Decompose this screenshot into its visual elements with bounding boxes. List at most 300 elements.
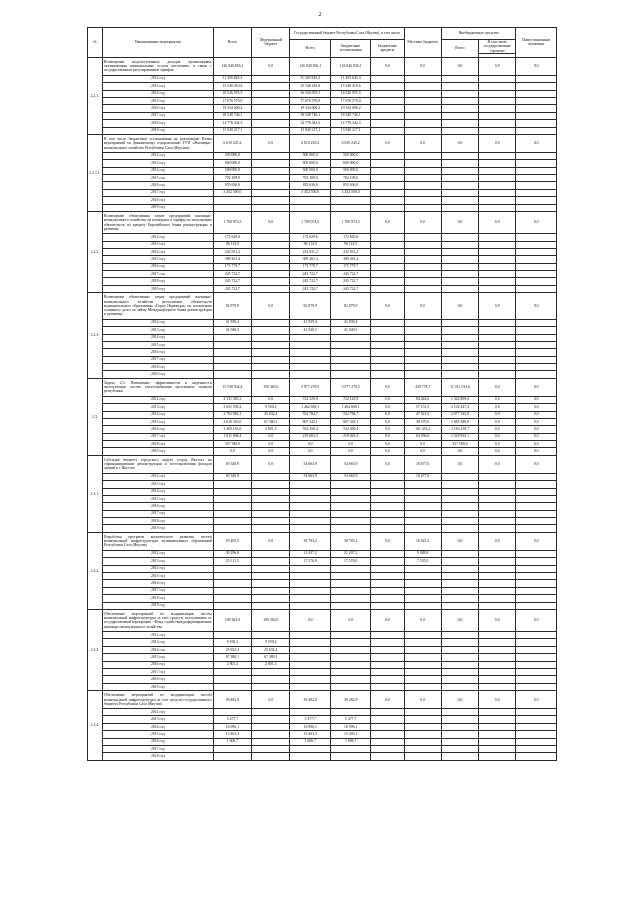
cell-value: 357 580,0	[441, 441, 478, 448]
cell-value	[404, 587, 441, 594]
table-row	[88, 609, 557, 631]
table-row-year	[88, 587, 557, 594]
table-row-year	[88, 174, 557, 181]
cell-value	[479, 234, 516, 241]
year-label: 2014 год	[102, 565, 213, 572]
cell-value: 1 700 974,5	[290, 211, 331, 233]
year-label: 2012 год	[102, 473, 213, 480]
cell-value	[441, 550, 478, 557]
cell-value	[252, 160, 290, 167]
cell-value	[516, 334, 557, 341]
cell-value: 722 129,9	[330, 396, 371, 403]
cell-value	[252, 356, 290, 363]
cell-value	[371, 152, 404, 159]
cell-value: 0,0	[441, 293, 478, 319]
cell-value: 0,0	[441, 448, 478, 455]
cell-value	[290, 334, 331, 341]
cell-value	[371, 602, 404, 609]
cell-value: 11 012 533,6	[441, 378, 478, 396]
cell-value	[404, 646, 441, 653]
table-row-year	[88, 565, 557, 572]
cell-value	[252, 174, 290, 181]
year-label: 2018 год	[102, 278, 213, 285]
cell-value	[516, 632, 557, 639]
cell-value	[290, 503, 331, 510]
cell-value	[404, 683, 441, 690]
cell-value: 175 779,7	[330, 263, 371, 270]
year-label: 2019 год	[102, 525, 213, 532]
cell-value: 500 000,0	[330, 167, 371, 174]
cell-value	[404, 595, 441, 602]
cell-value	[516, 661, 557, 668]
year-label: 2018 год	[102, 753, 213, 760]
cell-value	[516, 160, 557, 167]
cell-value: 54 663,9	[290, 455, 331, 473]
cell-value	[252, 319, 290, 326]
cell-value	[371, 488, 404, 495]
cell-value: 0,0	[516, 404, 557, 411]
cell-value	[479, 738, 516, 745]
cell-value: 0,0	[252, 455, 290, 473]
cell-value	[479, 189, 516, 196]
cell-value	[371, 746, 404, 753]
cell-value	[516, 285, 557, 292]
cell-value	[441, 558, 478, 565]
cell-value	[441, 738, 478, 745]
cell-value	[371, 364, 404, 371]
cell-value	[330, 683, 371, 690]
item-number: 2.2.1.1.	[88, 134, 103, 211]
cell-value: 0,0	[252, 433, 290, 440]
cell-value	[404, 167, 441, 174]
year-label: 2018 год	[102, 120, 213, 127]
year-label: 2013 год	[102, 83, 213, 90]
cell-value	[371, 285, 404, 292]
cell-value: 13 940 217,1	[290, 127, 331, 134]
table-row-year	[88, 90, 557, 97]
cell-value	[441, 587, 478, 594]
cell-value	[404, 285, 441, 292]
cell-value	[290, 481, 331, 488]
cell-value: 41 839,4	[330, 319, 371, 326]
cell-value: 17 576,0	[330, 558, 371, 565]
cell-value: 0,0	[479, 57, 516, 75]
table-row-year	[88, 371, 557, 378]
table-row-year	[88, 263, 557, 270]
cell-value: 232 931,2	[290, 248, 331, 255]
cell-value: 82 879,9	[213, 293, 251, 319]
cell-value	[371, 278, 404, 285]
cell-value	[404, 503, 441, 510]
cell-value	[330, 364, 371, 371]
cell-value	[479, 661, 516, 668]
cell-value	[441, 182, 478, 189]
header-local: Местные бюджеты	[404, 28, 441, 58]
cell-value	[516, 271, 557, 278]
cell-value: 0,0	[479, 404, 516, 411]
cell-value	[404, 90, 441, 97]
cell-value	[479, 646, 516, 653]
cell-value: 245 722,7	[290, 285, 331, 292]
cell-value	[441, 632, 478, 639]
cell-value: 2 077 543,8	[441, 411, 478, 418]
cell-value	[516, 473, 557, 480]
cell-value	[330, 371, 371, 378]
cell-value: 389 261,4	[213, 256, 251, 263]
cell-value	[330, 595, 371, 602]
cell-value	[213, 341, 251, 348]
cell-value	[330, 518, 371, 525]
cell-value: 67 380,1	[252, 418, 290, 425]
cell-value	[479, 364, 516, 371]
cell-value	[330, 654, 371, 661]
cell-value: 11 305 845,3	[213, 75, 251, 82]
cell-value: 600 000,0	[213, 160, 251, 167]
cell-value	[441, 723, 478, 730]
cell-value	[479, 90, 516, 97]
cell-value	[252, 572, 290, 579]
table-row-year	[88, 349, 557, 356]
header-total: Всего	[213, 28, 251, 58]
cell-value	[441, 174, 478, 181]
cell-value	[479, 587, 516, 594]
cell-value	[441, 127, 478, 134]
cell-value	[290, 572, 331, 579]
cell-value	[252, 488, 290, 495]
year-label: 2015 год	[102, 97, 213, 104]
cell-value	[371, 661, 404, 668]
table-row	[88, 293, 557, 319]
table-row-year	[88, 676, 557, 683]
cell-value	[290, 676, 331, 683]
cell-value: 807 345,1	[290, 418, 331, 425]
cell-value	[290, 518, 331, 525]
cell-value: 18 548 746,1	[290, 112, 331, 119]
cell-value: 65 340,9	[213, 473, 251, 480]
cell-value	[479, 639, 516, 646]
year-label: 2017 год	[102, 433, 213, 440]
year-label: 2017 год	[102, 189, 213, 196]
cell-value	[516, 256, 557, 263]
cell-value	[330, 639, 371, 646]
cell-value: 82 879,9	[330, 293, 371, 319]
cell-value: 0,0	[371, 211, 404, 233]
cell-value	[290, 510, 331, 517]
cell-value	[252, 90, 290, 97]
year-label: 2014 год	[102, 488, 213, 495]
cell-value: 9 550,2	[213, 639, 251, 646]
header-federal: Федеральный бюджет	[252, 28, 290, 58]
cell-value	[479, 83, 516, 90]
year-label: 2017 год	[102, 356, 213, 363]
cell-value	[441, 746, 478, 753]
year-label: 2019 год	[102, 285, 213, 292]
cell-value: 500 000,0	[330, 152, 371, 159]
cell-value	[252, 349, 290, 356]
cell-value: 0,0	[516, 411, 557, 418]
cell-value: 0,0	[371, 691, 404, 709]
cell-value: 500 000,0	[290, 167, 331, 174]
cell-value	[479, 152, 516, 159]
year-label: 2013 год	[102, 716, 213, 723]
table-row-year	[88, 327, 557, 334]
cell-value	[330, 632, 371, 639]
cell-value	[290, 683, 331, 690]
cell-value	[371, 654, 404, 661]
cell-value: 9 088,8	[404, 550, 441, 557]
cell-value	[516, 364, 557, 371]
cell-value	[252, 341, 290, 348]
year-label: 2015 год	[102, 572, 213, 579]
cell-value	[404, 738, 441, 745]
cell-value	[479, 319, 516, 326]
cell-value: 0,0	[516, 448, 557, 455]
table-row-year	[88, 97, 557, 104]
cell-value: 0,0	[252, 293, 290, 319]
cell-value: 39 482,8	[290, 691, 331, 709]
cell-value	[371, 572, 404, 579]
cell-value	[371, 197, 404, 204]
cell-value	[252, 495, 290, 502]
cell-value	[479, 334, 516, 341]
cell-value: 16 996,1	[330, 723, 371, 730]
cell-value: 0,0	[252, 691, 290, 709]
cell-value	[371, 525, 404, 532]
cell-value: 0,0	[516, 211, 557, 233]
cell-value	[213, 503, 251, 510]
year-label: 2016 год	[102, 263, 213, 270]
cell-value	[479, 572, 516, 579]
table-row-year	[88, 738, 557, 745]
cell-value: 0,0	[290, 441, 331, 448]
cell-value: 39 482,8	[213, 691, 251, 709]
cell-value	[213, 565, 251, 572]
cell-value	[252, 587, 290, 594]
year-label: 2013 год	[102, 160, 213, 167]
cell-value	[252, 127, 290, 134]
cell-value	[371, 632, 404, 639]
cell-value	[290, 709, 331, 716]
cell-value	[252, 510, 290, 517]
cell-value: 0,0	[404, 441, 441, 448]
cell-value: 0,0	[213, 448, 251, 455]
cell-value: 2 702 882,1	[213, 411, 251, 418]
cell-value: 0,0	[479, 532, 516, 550]
cell-value: 41 040,5	[290, 327, 331, 334]
cell-value: 0,0	[516, 396, 557, 403]
cell-value	[213, 495, 251, 502]
table-row-year	[88, 112, 557, 119]
cell-value: 2 801,3	[252, 426, 290, 433]
cell-value	[441, 160, 478, 167]
cell-value	[479, 112, 516, 119]
cell-value	[479, 356, 516, 363]
item-name: Обеспечение мероприятий по модернизации систем коммунальной инфраструктуры за счет средств, поступивших от государственной корпорации - Фонд содействия реформированию жилищно-коммунального хозяйства	[102, 609, 213, 631]
cell-value	[479, 256, 516, 263]
table-row	[88, 211, 557, 233]
cell-value: 532 456,4	[290, 426, 331, 433]
cell-value	[441, 278, 478, 285]
cell-value: 0,0	[371, 441, 404, 448]
cell-value	[516, 595, 557, 602]
cell-value	[404, 234, 441, 241]
table-row-year	[88, 669, 557, 676]
cell-value	[404, 639, 441, 646]
cell-value: 109 363,0	[252, 378, 290, 396]
cell-value	[371, 676, 404, 683]
cell-value: 500 000,0	[213, 167, 251, 174]
cell-value	[516, 488, 557, 495]
cell-value: 15 548 410,6	[213, 83, 251, 90]
header-name: Наименование мероприятия	[102, 28, 213, 58]
cell-value	[371, 341, 404, 348]
cell-value	[252, 285, 290, 292]
cell-value	[516, 278, 557, 285]
cell-value: 0,0	[479, 211, 516, 233]
cell-value	[213, 197, 251, 204]
cell-value	[441, 105, 478, 112]
cell-value	[441, 349, 478, 356]
cell-value	[441, 256, 478, 263]
cell-value: 25 632,4	[213, 646, 251, 653]
table-row-year	[88, 525, 557, 532]
cell-value	[404, 189, 441, 196]
cell-value	[404, 341, 441, 348]
cell-value	[479, 550, 516, 557]
cell-value	[404, 371, 441, 378]
header-state-total: Всего	[290, 40, 331, 58]
cell-value	[213, 602, 251, 609]
cell-value: 17 676 570,0	[213, 97, 251, 104]
cell-value	[404, 632, 441, 639]
cell-value	[516, 204, 557, 211]
cell-value	[441, 319, 478, 326]
year-label: 2016 год	[102, 580, 213, 587]
table-row-year	[88, 83, 557, 90]
cell-value	[479, 473, 516, 480]
cell-value	[371, 716, 404, 723]
cell-value: 30 296,0	[213, 550, 251, 557]
cell-value: 16 526 955,5	[213, 90, 251, 97]
cell-value	[441, 565, 478, 572]
cell-value	[479, 120, 516, 127]
cell-value: 54 663,9	[290, 473, 331, 480]
table-row-year	[88, 160, 557, 167]
table-row-year	[88, 418, 557, 425]
cell-value	[213, 587, 251, 594]
cell-value	[479, 278, 516, 285]
cell-value	[330, 709, 371, 716]
cell-value	[441, 580, 478, 587]
cell-value	[330, 587, 371, 594]
cell-value	[516, 525, 557, 532]
cell-value	[516, 683, 557, 690]
cell-value	[404, 182, 441, 189]
cell-value: 16 526 955,5	[330, 90, 371, 97]
cell-value	[371, 558, 404, 565]
table-row-year	[88, 182, 557, 189]
cell-value	[404, 256, 441, 263]
cell-value: 2 102 447,4	[441, 404, 478, 411]
cell-value: 245 722,7	[213, 278, 251, 285]
cell-value: 18 548 746,1	[330, 112, 371, 119]
cell-value: 2 801,3	[213, 661, 251, 668]
table-row-year	[88, 271, 557, 278]
cell-value	[404, 753, 441, 760]
cell-value: 702 109,0	[290, 174, 331, 181]
cell-value	[371, 669, 404, 676]
cell-value: 0,0	[441, 134, 478, 152]
cell-value	[516, 716, 557, 723]
cell-value: 0,0	[479, 441, 516, 448]
cell-value	[404, 654, 441, 661]
cell-value: 21 207,2	[290, 550, 331, 557]
cell-value	[516, 602, 557, 609]
cell-value: 0,0	[330, 609, 371, 631]
cell-value	[252, 632, 290, 639]
year-label: 2018 год	[102, 364, 213, 371]
cell-value	[252, 182, 290, 189]
cell-value	[371, 241, 404, 248]
cell-value	[516, 723, 557, 730]
cell-value	[371, 271, 404, 278]
item-name: Задача 2.3. Повышение эффективности и надежности эксплуатации систем теплоснабжения населенных пунктов республики	[102, 378, 213, 396]
cell-value: 19 334 000,2	[213, 105, 251, 112]
cell-value	[441, 595, 478, 602]
cell-value	[479, 481, 516, 488]
table-row-year	[88, 550, 557, 557]
cell-value	[479, 731, 516, 738]
cell-value	[479, 495, 516, 502]
cell-value	[371, 723, 404, 730]
cell-value	[371, 518, 404, 525]
cell-value	[516, 510, 557, 517]
cell-value	[371, 167, 404, 174]
item-number: 2.3.2.	[88, 532, 103, 609]
table-row	[88, 532, 557, 550]
cell-value	[252, 676, 290, 683]
cell-value	[441, 646, 478, 653]
cell-value	[252, 263, 290, 270]
table-row-year	[88, 646, 557, 653]
cell-value: 54 663,9	[330, 455, 371, 473]
cell-value	[516, 234, 557, 241]
cell-value	[516, 319, 557, 326]
year-label: 2019 год	[102, 204, 213, 211]
table-row-year	[88, 654, 557, 661]
cell-value	[252, 731, 290, 738]
table-row	[88, 378, 557, 396]
cell-value: 172 629,6	[290, 234, 331, 241]
cell-value	[371, 319, 404, 326]
table-row-year	[88, 572, 557, 579]
cell-value: 0,0	[479, 433, 516, 440]
cell-value	[516, 746, 557, 753]
cell-value	[252, 669, 290, 676]
table-row-year	[88, 518, 557, 525]
cell-value	[479, 341, 516, 348]
cell-value: 0,0	[441, 211, 478, 233]
cell-value	[330, 204, 371, 211]
cell-value: 245 722,7	[330, 271, 371, 278]
cell-value	[371, 550, 404, 557]
cell-value: 6 610 245,2	[213, 134, 251, 152]
year-label: 2016 год	[102, 738, 213, 745]
cell-value	[330, 495, 371, 502]
cell-value	[252, 167, 290, 174]
cell-value	[404, 488, 441, 495]
cell-value	[441, 661, 478, 668]
